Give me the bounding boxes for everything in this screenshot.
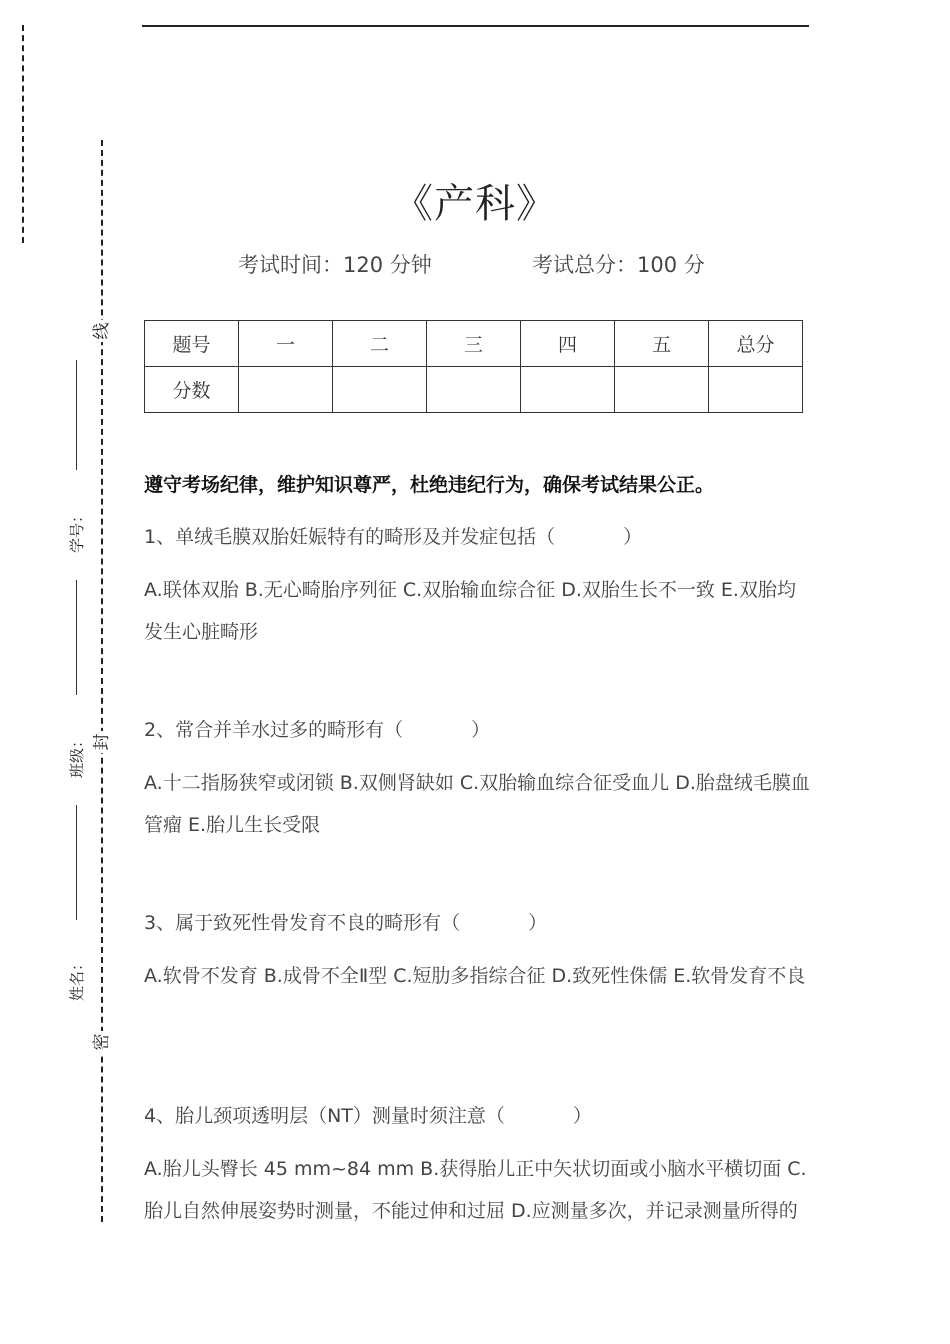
score-table-cell: 三 bbox=[427, 321, 521, 367]
name-label: 姓名： bbox=[68, 955, 87, 1002]
exam-time: 考试时间：120 分钟 bbox=[238, 253, 432, 277]
name-blank bbox=[76, 805, 77, 920]
question-stem: 3、属于致死性骨发育不良的畸形有（ ） bbox=[144, 912, 548, 934]
student-id-label: 学号： bbox=[68, 507, 87, 554]
score-table-score-row bbox=[145, 367, 803, 413]
score-table-cell: 二 bbox=[333, 321, 427, 367]
exam-total-score: 考试总分：100 分 bbox=[532, 253, 705, 277]
score-table-header-row bbox=[145, 321, 803, 367]
score-cell-blank bbox=[521, 367, 615, 413]
binding-cut-line bbox=[101, 140, 103, 1222]
score-table-cell: 五 bbox=[615, 321, 709, 367]
question-options: A.软骨不发育 B.成骨不全Ⅱ型 C.短肋多指综合征 D.致死性侏儒 E.软骨发育不良 bbox=[144, 965, 806, 987]
score-table bbox=[144, 320, 803, 413]
score-cell-blank bbox=[427, 367, 521, 413]
question-options: A.十二指肠狭窄或闭锁 B.双侧肾缺如 C.双胎输血综合征受血儿 D.胎盘绒毛膜血管瘤 E.胎儿生长受限 bbox=[144, 772, 810, 836]
score-cell-blank bbox=[239, 367, 333, 413]
score-table-cell: 分数 bbox=[145, 367, 239, 413]
binding-char-xian: 线 bbox=[91, 320, 113, 342]
score-cell-blank bbox=[615, 367, 709, 413]
question-stem: 4、胎儿颈项透明层（NT）测量时须注意（ ） bbox=[144, 1105, 592, 1127]
exam-title: 《产科》 bbox=[393, 181, 557, 227]
score-table-cell: 一 bbox=[239, 321, 333, 367]
score-cell-blank bbox=[333, 367, 427, 413]
score-table-cell: 题号 bbox=[145, 321, 239, 367]
question-options: A.联体双胎 B.无心畸胎序列征 C.双胎输血综合征 D.双胎生长不一致 E.双胎均发生心脏畸形 bbox=[144, 579, 796, 643]
question-options: A.胎儿头臀长 45 mm~84 mm B.获得胎儿正中矢状切面或小脑水平横切面 C.胎儿自然伸展姿势时测量，不能过伸和过屈 D.应测量多次，并记录测量所得的 bbox=[144, 1158, 807, 1222]
score-table-cell: 四 bbox=[521, 321, 615, 367]
top-rule bbox=[142, 25, 809, 27]
score-table-cell: 总分 bbox=[709, 321, 803, 367]
question-stem: 2、常合并羊水过多的畸形有（ ） bbox=[144, 719, 491, 741]
question-stem: 1、单绒毛膜双胎妊娠特有的畸形及并发症包括（ ） bbox=[144, 526, 643, 548]
class-blank bbox=[76, 580, 77, 695]
binding-char-mi: 密 bbox=[91, 1031, 113, 1053]
binding-char-feng: 封 bbox=[91, 731, 113, 753]
student-id-blank bbox=[76, 360, 77, 470]
class-label: 班级： bbox=[68, 732, 87, 779]
score-cell-blank bbox=[709, 367, 803, 413]
exam-notice: 遵守考场纪律，维护知识尊严，杜绝违纪行为，确保考试结果公正。 bbox=[144, 474, 715, 496]
